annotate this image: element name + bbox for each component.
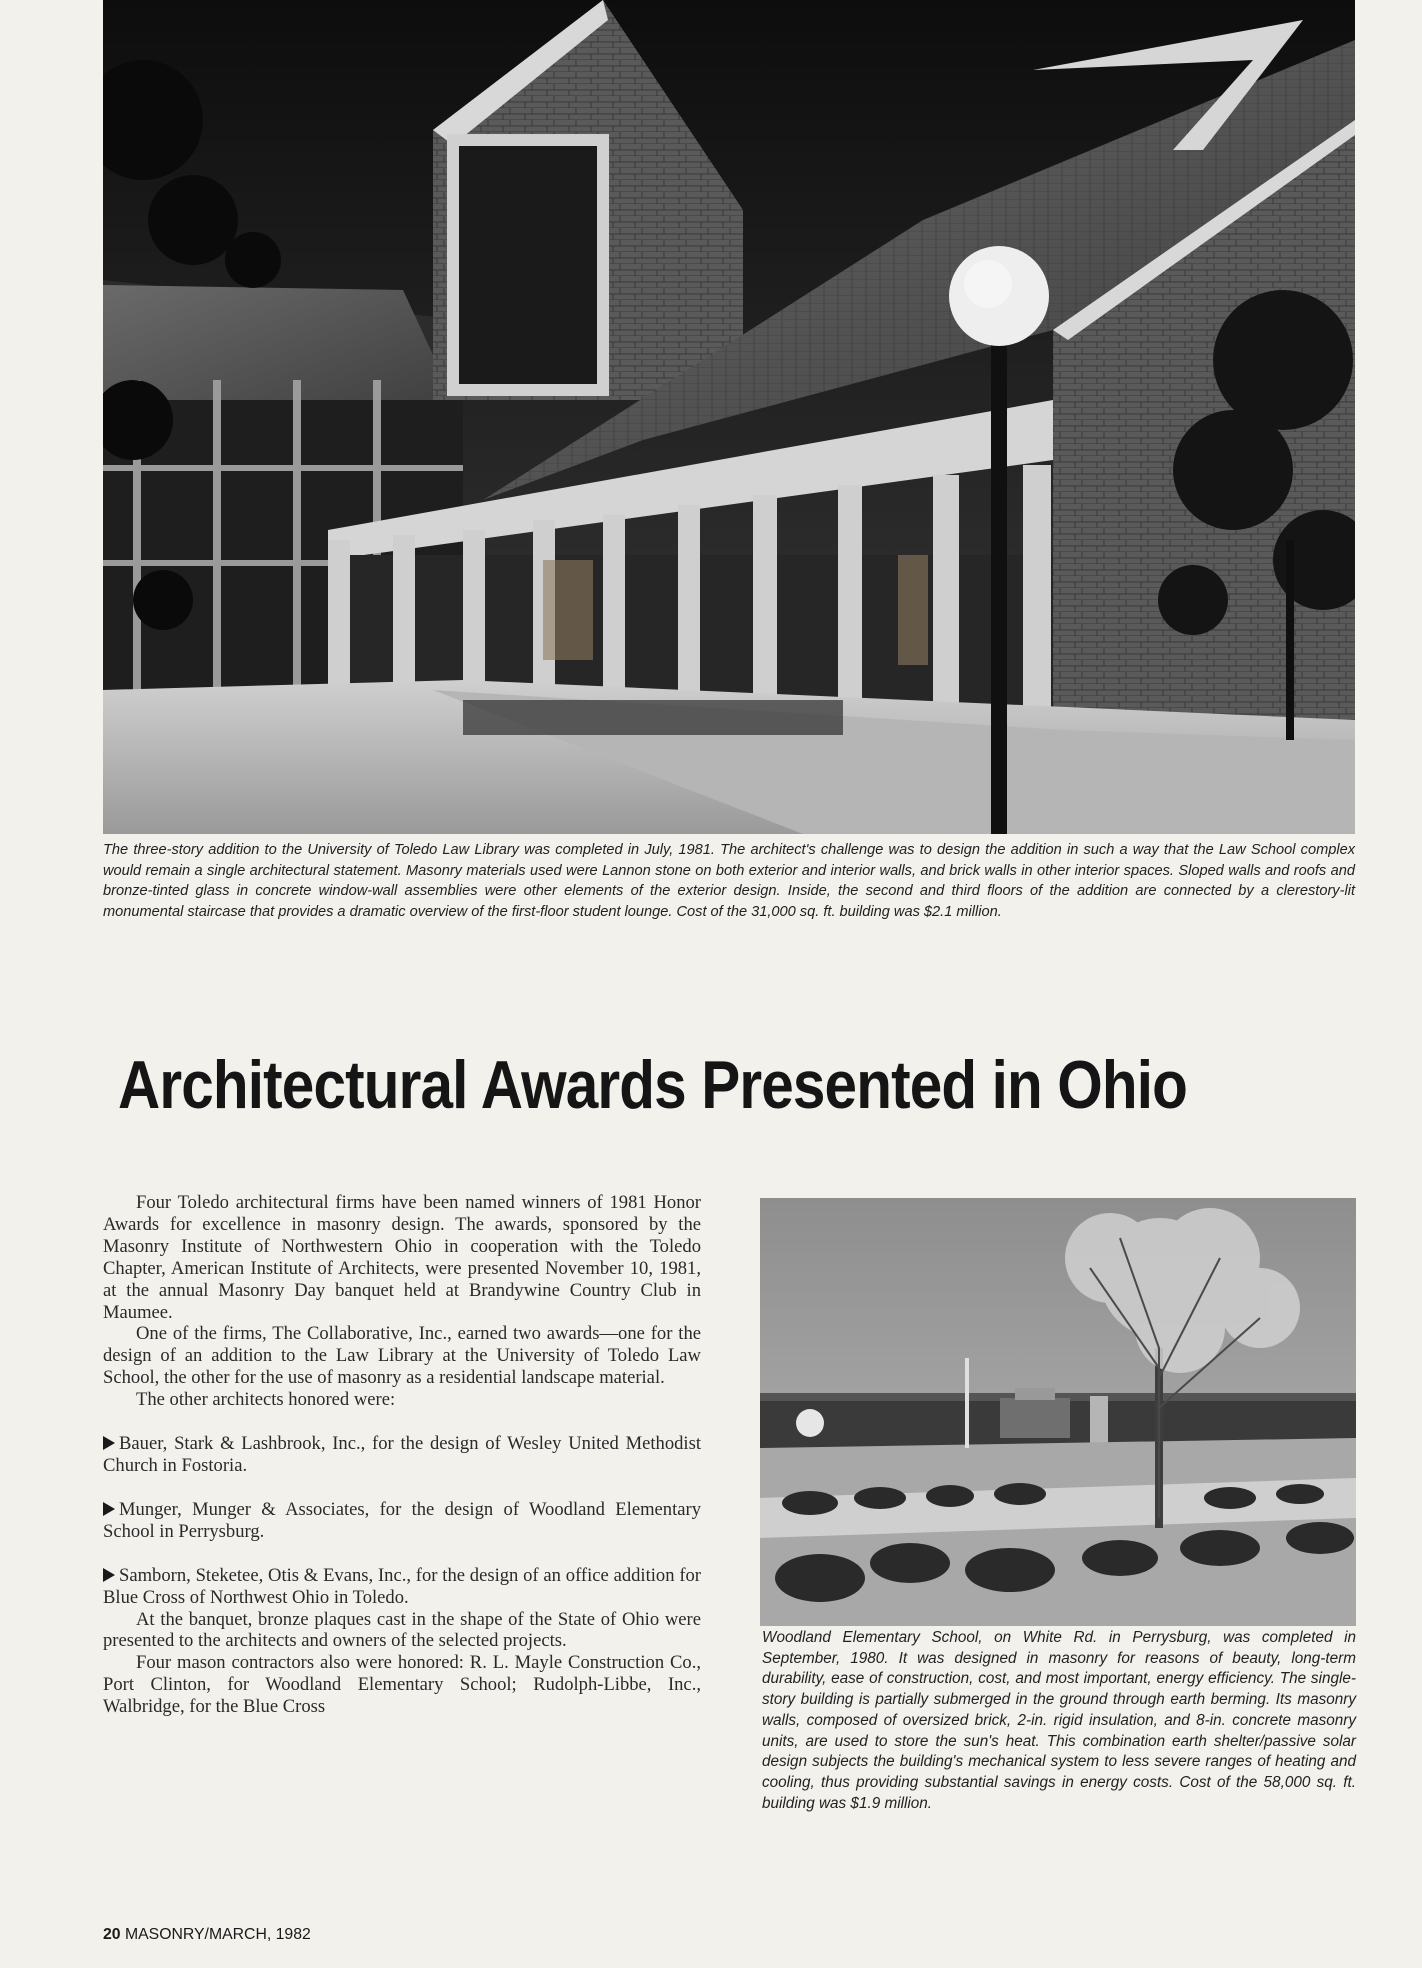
law-library-photo [103, 0, 1355, 834]
arrow-bullet-icon [103, 1568, 115, 1582]
other-architects-paragraph: The other architects honored were: [136, 1389, 396, 1411]
intro-paragraph: Four Toledo architectural firms have been named winners of 1981 Honor Awards for excellence in masonry design. The awards, sponsored by the Masonry Institute of Northwestern Ohio in cooperation with the Toledo Chapter, American Institute of Architects, were presented November 10, 1981, at the annual Masonry Day banquet held at Brandywine Country Club in Maumee. [103, 1192, 701, 1323]
page-number: 20 [103, 1926, 121, 1943]
banquet-paragraph: At the banquet, bronze plaques cast in the shape of the State of Ohio were presented to the architects and owners of the selected projects. [103, 1608, 701, 1652]
law-library-illustration [103, 0, 1355, 834]
collaborative-paragraph: One of the firms, The Collaborative, Inc., earned two awards—one for the design of an addition to the Law Library at the University of Toledo Law School, the other for the use of masonry as a residential landscape material. [103, 1323, 701, 1389]
arrow-bullet-icon [103, 1502, 115, 1516]
arrow-bullet-icon [103, 1436, 115, 1450]
page-footer [103, 1926, 311, 1944]
publication-line: MASONRY/MARCH, 1982 [124, 1926, 311, 1943]
honoree-item: Samborn, Steketee, Otis & Evans, Inc., for the design of an office addition for Blue Cross of Northwest Ohio in Toledo. [103, 1564, 701, 1608]
law-library-caption: The three-story addition to the University of Toledo Law Library was completed in July, 1981. The architect's challenge was to design the addition in such a way that the Law School complex would remain a single architectural statement. Masonry materials used were Lannon stone on both exterior and interior walls, and brick walls in other interior spaces. Sloped walls and roofs and bronze-tinted glass in concrete window-wall assemblies were other elements of the exterior design. Inside, the second and third floors of the addition are connected by a clerestory-lit monumental staircase that provides a dramatic overview of the first-floor student lounge. Cost of the 31,000 sq. ft. building was $2.1 million. [103, 842, 1355, 920]
honoree-item: Bauer, Stark & Lashbrook, Inc., for the design of Wesley United Methodist Church in Fostoria. [103, 1433, 701, 1476]
woodland-school-caption: Woodland Elementary School, on White Rd. in Perrysburg, was completed in September, 1980. It was designed in masonry for reasons of beauty, long-term durability, ease of construction, cost, and most important, energy efficiency. The single-story building is partially submerged in the ground through earth berming. Its masonry walls, composed of oversized brick, 2-in. rigid insulation, and 8-in. concrete masonry units, are used to store the sun's heat. This combination earth shelter/passive solar design subjects the building's mechanical system to less severe ranges of heating and cooling, thus providing substantial savings in energy costs. Cost of the 58,000 sq. ft. building was $1.9 million. [762, 1629, 1356, 1812]
woodland-school-photo [760, 1198, 1356, 1626]
article-body [103, 1192, 701, 1718]
article-headline: Architectural Awards Presented in Ohio [118, 1047, 1187, 1123]
contractors-paragraph: Four mason contractors also were honored: R. L. Mayle Construction Co., Port Clinton, for Woodland Elementary School; Rudolph-Libbe, Inc., Walbridge, for the Blue Cross [103, 1652, 701, 1718]
honoree-item: Munger, Munger & Associates, for the design of Woodland Elementary School in Perrysburg. [103, 1498, 701, 1542]
woodland-school-illustration [760, 1198, 1356, 1626]
